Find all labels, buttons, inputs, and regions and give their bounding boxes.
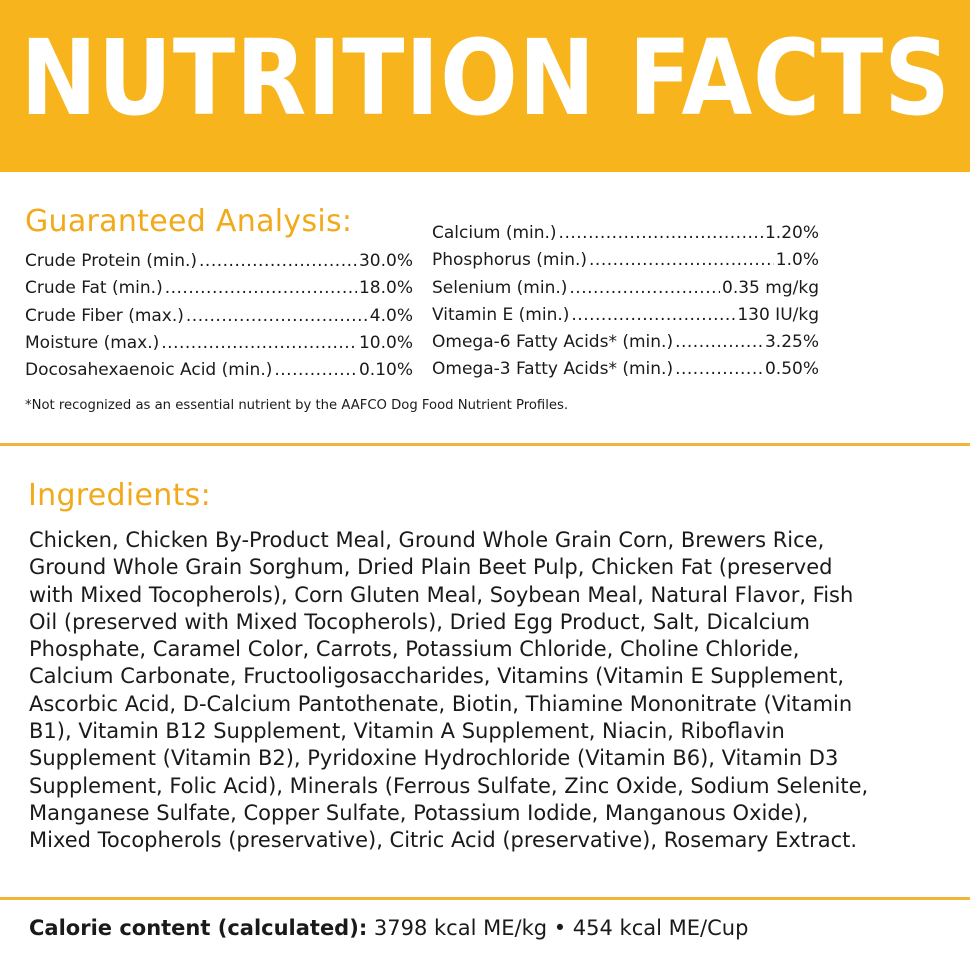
ingredients-title: Ingredients: — [28, 478, 211, 513]
nutrient-value: 0.10% — [358, 360, 413, 381]
nutrient-value: 18.0% — [358, 278, 413, 299]
nutrient-label: Crude Fat (min.) — [25, 278, 163, 299]
analysis-left-column — [25, 248, 413, 384]
analysis-row — [25, 275, 413, 302]
section-divider — [0, 443, 970, 446]
footnote: *Not recognized as an essential nutrient by the AAFCO Dog Food Nutrient Profiles. — [25, 398, 569, 413]
ingredients-line: Mixed Tocopherols (preservative), Citric Acid (preservative), Rosemary Extract. — [29, 828, 858, 853]
ingredients-line: Ground Whole Grain Sorghum, Dried Plain Beet Pulp, Chicken Fat (preserved — [29, 555, 833, 580]
ingredients-line: Phosphate, Caramel Color, Carrots, Potassium Chloride, Choline Chloride, — [29, 637, 800, 662]
analysis-row — [432, 356, 819, 383]
nutrient-value: 1.0% — [775, 250, 819, 271]
dot-leader — [186, 303, 368, 330]
guaranteed-analysis-title: Guaranteed Analysis: — [25, 204, 353, 239]
dot-leader — [675, 356, 763, 383]
nutrient-value: 0.50% — [764, 359, 819, 380]
page-title: NUTRITION FACTS — [20, 17, 951, 139]
nutrient-label: Omega-3 Fatty Acids* (min.) — [432, 359, 674, 380]
nutrient-value: 130 IU/kg — [737, 304, 819, 325]
nutrient-label: Omega-6 Fatty Acids* (min.) — [432, 332, 674, 353]
dot-leader — [589, 247, 774, 274]
calorie-content — [29, 913, 748, 943]
nutrient-value: 4.0% — [369, 305, 413, 326]
nutrient-label: Moisture (max.) — [25, 332, 160, 353]
nutrient-label: Vitamin E (min.) — [432, 304, 570, 325]
analysis-right-column — [432, 220, 819, 384]
nutrient-label: Crude Protein (min.) — [25, 251, 198, 271]
dot-leader — [161, 330, 357, 357]
analysis-row — [432, 275, 819, 302]
ingredients-line: Calcium Carbonate, Fructooligosaccharides, Vitamins (Vitamin E Supplement, — [29, 664, 845, 689]
ingredients-line: Manganese Sulfate, Copper Sulfate, Potassium Iodide, Manganous Oxide), — [29, 800, 809, 825]
analysis-row — [432, 302, 819, 329]
analysis-row — [25, 330, 413, 357]
nutrient-label: Crude Fiber (max.) — [25, 305, 184, 326]
nutrient-value: 10.0% — [358, 332, 413, 353]
ingredients-line: Ascorbic Acid, D-Calcium Pantothenate, Biotin, Thiamine Mononitrate (Vitamin — [29, 691, 853, 716]
analysis-row — [25, 248, 413, 275]
nutrient-value: 30.0% — [358, 251, 413, 271]
ingredients-line: Chicken, Chicken By-Product Meal, Ground Whole Grain Corn, Brewers Rice, — [29, 528, 825, 552]
nutrient-value: 3.25% — [764, 332, 819, 353]
calorie-value: 3798 kcal ME/kg • 454 kcal ME/Cup — [373, 916, 749, 940]
dot-leader — [675, 329, 763, 356]
ingredients-line: B1), Vitamin B12 Supplement, Vitamin A Supplement, Niacin, Riboflavin — [29, 719, 785, 744]
ingredients-line: Supplement, Folic Acid), Minerals (Ferrous Sulfate, Zinc Oxide, Sodium Selenite, — [29, 773, 869, 798]
ingredients-line: Supplement (Vitamin B2), Pyridoxine Hydrochloride (Vitamin B6), Vitamin D3 — [29, 746, 839, 771]
nutrient-value: 1.20% — [764, 223, 819, 243]
section-divider — [0, 897, 970, 900]
dot-leader — [559, 220, 763, 247]
nutrient-label: Calcium (min.) — [432, 223, 557, 243]
ingredients-line: Oil (preserved with Mixed Tocopherols), Dried Egg Product, Salt, Dicalcium — [29, 609, 810, 634]
nutrient-label: Docosahexaenoic Acid (min.) — [25, 360, 273, 381]
analysis-row — [25, 357, 413, 384]
header-banner — [0, 0, 970, 172]
analysis-row — [432, 247, 819, 274]
nutrient-label: Phosphorus (min.) — [432, 250, 588, 271]
ingredients-list — [29, 527, 929, 855]
dot-leader — [199, 248, 357, 275]
nutrient-value: 0.35 mg/kg — [722, 277, 819, 298]
analysis-row — [432, 329, 819, 356]
ingredients-line: with Mixed Tocopherols), Corn Gluten Meal, Soybean Meal, Natural Flavor, Fish — [29, 582, 854, 607]
nutrient-label: Selenium (min.) — [432, 277, 568, 298]
calorie-label: Calorie content (calculated): — [29, 916, 368, 940]
dot-leader — [274, 357, 357, 384]
dot-leader — [165, 275, 357, 302]
analysis-row — [432, 220, 819, 247]
analysis-row — [25, 303, 413, 330]
dot-leader — [571, 302, 735, 329]
dot-leader — [569, 275, 720, 302]
